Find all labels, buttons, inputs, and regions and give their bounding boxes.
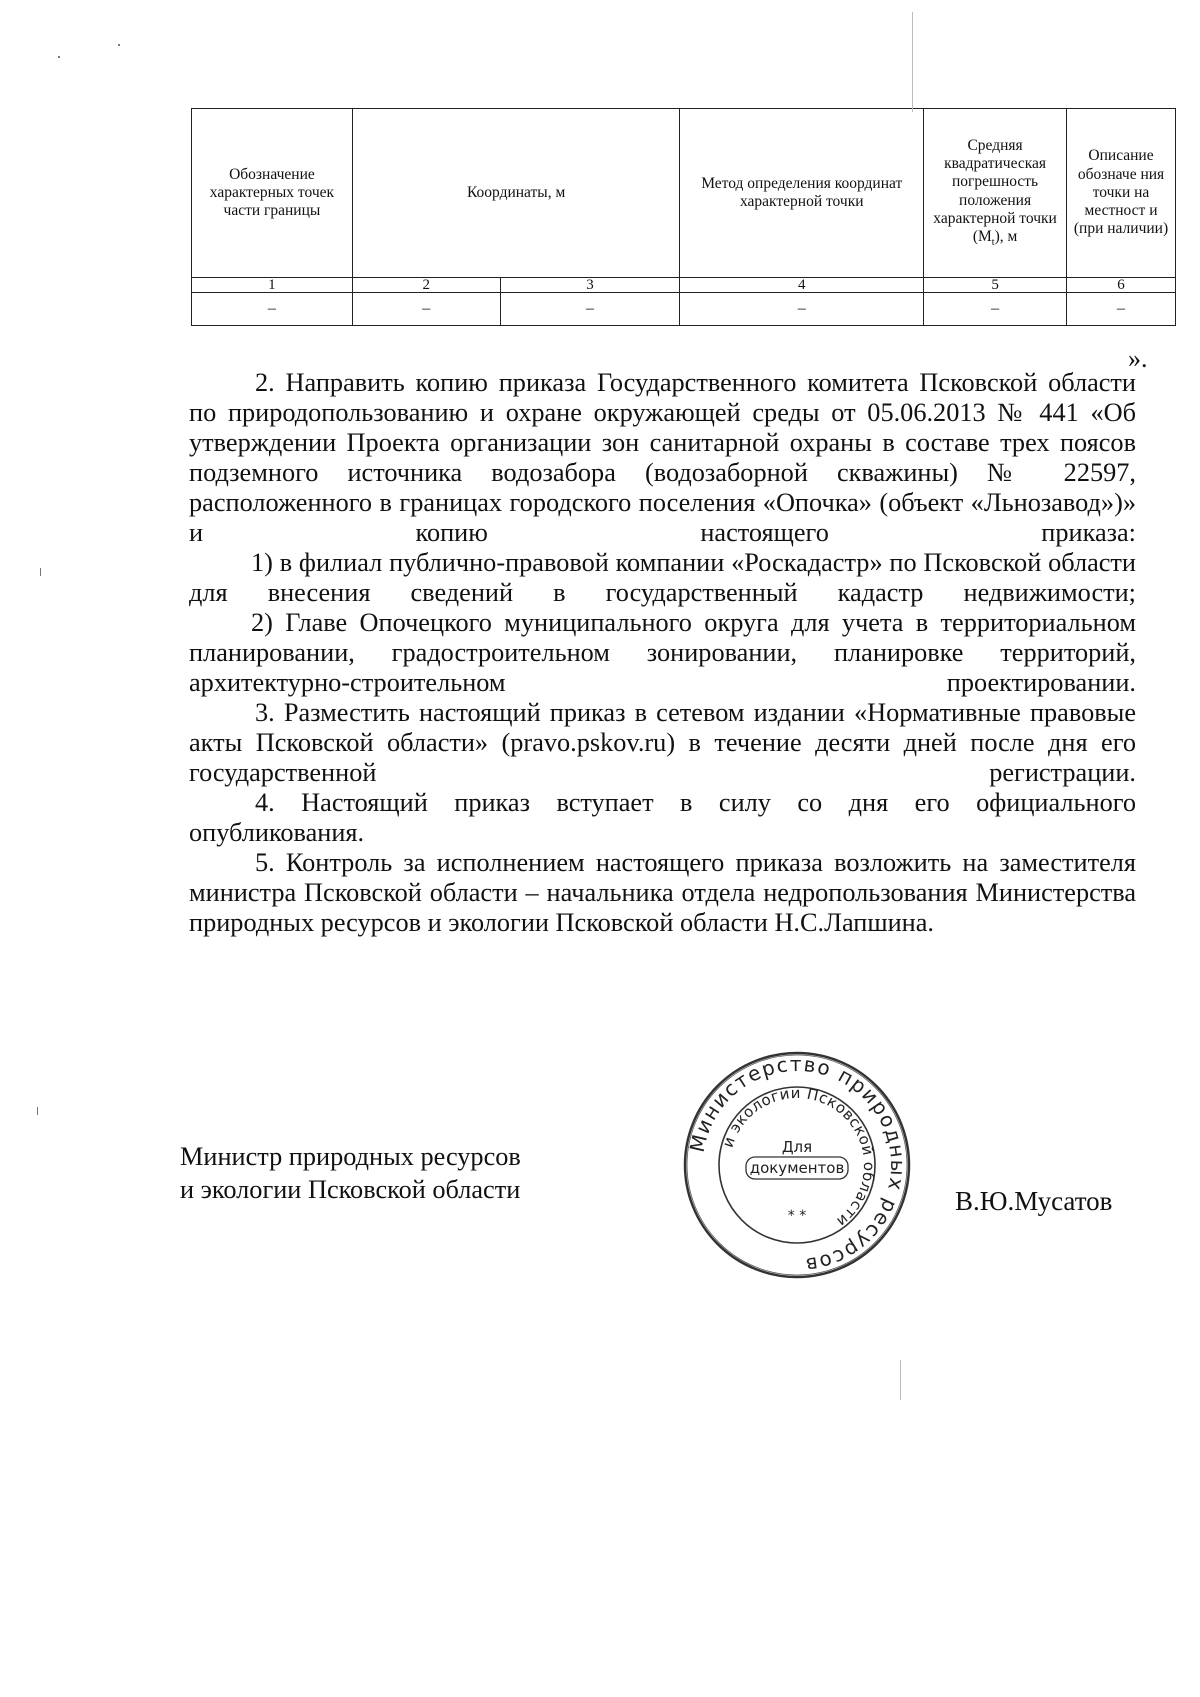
seal-center-line2: документов — [749, 1159, 845, 1177]
table-row — [192, 293, 1176, 326]
paragraph-2: 2. Направить копию приказа Государственного комитета Псковской области по природопользованию и охране окружающей среды от 05.06.2013 № 441 «Об утверждении Проекта организации зон санитарной охраны в составе трех поясов подземного источника водозабора (водозаборной скважины) № 22597, расположенного в границах городского поселения «Опочка» (объект «Льнозавод»)» и копию настоящего приказа: — [189, 368, 1136, 547]
header-cell: Метод определения координат характерной точки — [680, 109, 924, 278]
paragraph-3: 3. Разместить настоящий приказ в сетевом издании «Нормативные правовые акты Псковской области» (pravo.pskov.ru) в течение десяти дней после дня его государственной регистрации. — [189, 698, 1136, 787]
signatory-title-line: и экологии Псковской области — [180, 1175, 521, 1204]
official-seal — [682, 1050, 912, 1280]
seal-inner-text: и экологии Псковской области — [718, 1083, 879, 1231]
header-cell: Координаты, м — [352, 109, 680, 278]
value-cell: – — [680, 293, 924, 326]
scan-speck — [40, 568, 41, 576]
scan-speck — [58, 56, 60, 58]
header-cell: Обозначение характерных точек части границы — [192, 109, 353, 278]
scan-speck — [37, 1107, 38, 1115]
number-cell: 5 — [924, 278, 1067, 293]
header-cell: Описание обозначе ния точки на местност и (при наличии) — [1067, 109, 1176, 278]
paragraph-2-1: 1) в филиал публично-правовой компании «Роскадастр» по Псковской области для внесения сведений в государственный кадастр недвижимости; — [189, 548, 1136, 607]
value-cell: – — [500, 293, 680, 326]
closing-quote: ». — [1128, 344, 1148, 373]
header-text: Средняя квадратическая погрешность положения характерной точки (M — [933, 136, 1057, 246]
number-cell: 6 — [1067, 278, 1176, 293]
table-number-row — [192, 278, 1176, 293]
paragraph-2-2: 2) Главе Опочецкого муниципального округа для учета в территориальном планировании, градостроительном зонировании, планировке территорий, архитектурно-строительном проектировании. — [189, 608, 1136, 697]
header-text: ), м — [994, 228, 1018, 246]
signatory-title-line: Министр природных ресурсов — [180, 1142, 521, 1171]
scan-line — [900, 1360, 901, 1400]
value-cell: – — [1067, 293, 1176, 326]
scan-line — [912, 12, 913, 112]
seal-stars: * * — [787, 1208, 807, 1224]
value-cell: – — [924, 293, 1067, 326]
signatory-name: В.Ю.Мусатов — [955, 1186, 1113, 1216]
value-cell: – — [192, 293, 353, 326]
number-cell: 2 — [352, 278, 500, 293]
order-body — [189, 368, 1136, 938]
number-cell: 3 — [500, 278, 680, 293]
paragraph-4: 4. Настоящий приказ вступает в силу со дня его официального опубликования. — [189, 788, 1136, 847]
header-cell — [924, 109, 1067, 278]
number-cell: 4 — [680, 278, 924, 293]
table-header-row — [192, 109, 1176, 278]
coordinates-table — [191, 108, 1176, 326]
paragraph-5: 5. Контроль за исполнением настоящего приказа возложить на заместителя министра Псковской области – начальника отдела недропользования Министерства природных ресурсов и экологии Псковской области Н.С.Лапшина. — [189, 848, 1136, 937]
seal-outer-text: Министерство природных ресурсов — [684, 1051, 911, 1278]
signatory-title — [180, 1140, 521, 1206]
scan-speck — [118, 44, 120, 46]
header-subscript: t — [991, 237, 995, 249]
value-cell: – — [352, 293, 500, 326]
seal-center-line1: Для — [781, 1138, 813, 1156]
number-cell: 1 — [192, 278, 353, 293]
